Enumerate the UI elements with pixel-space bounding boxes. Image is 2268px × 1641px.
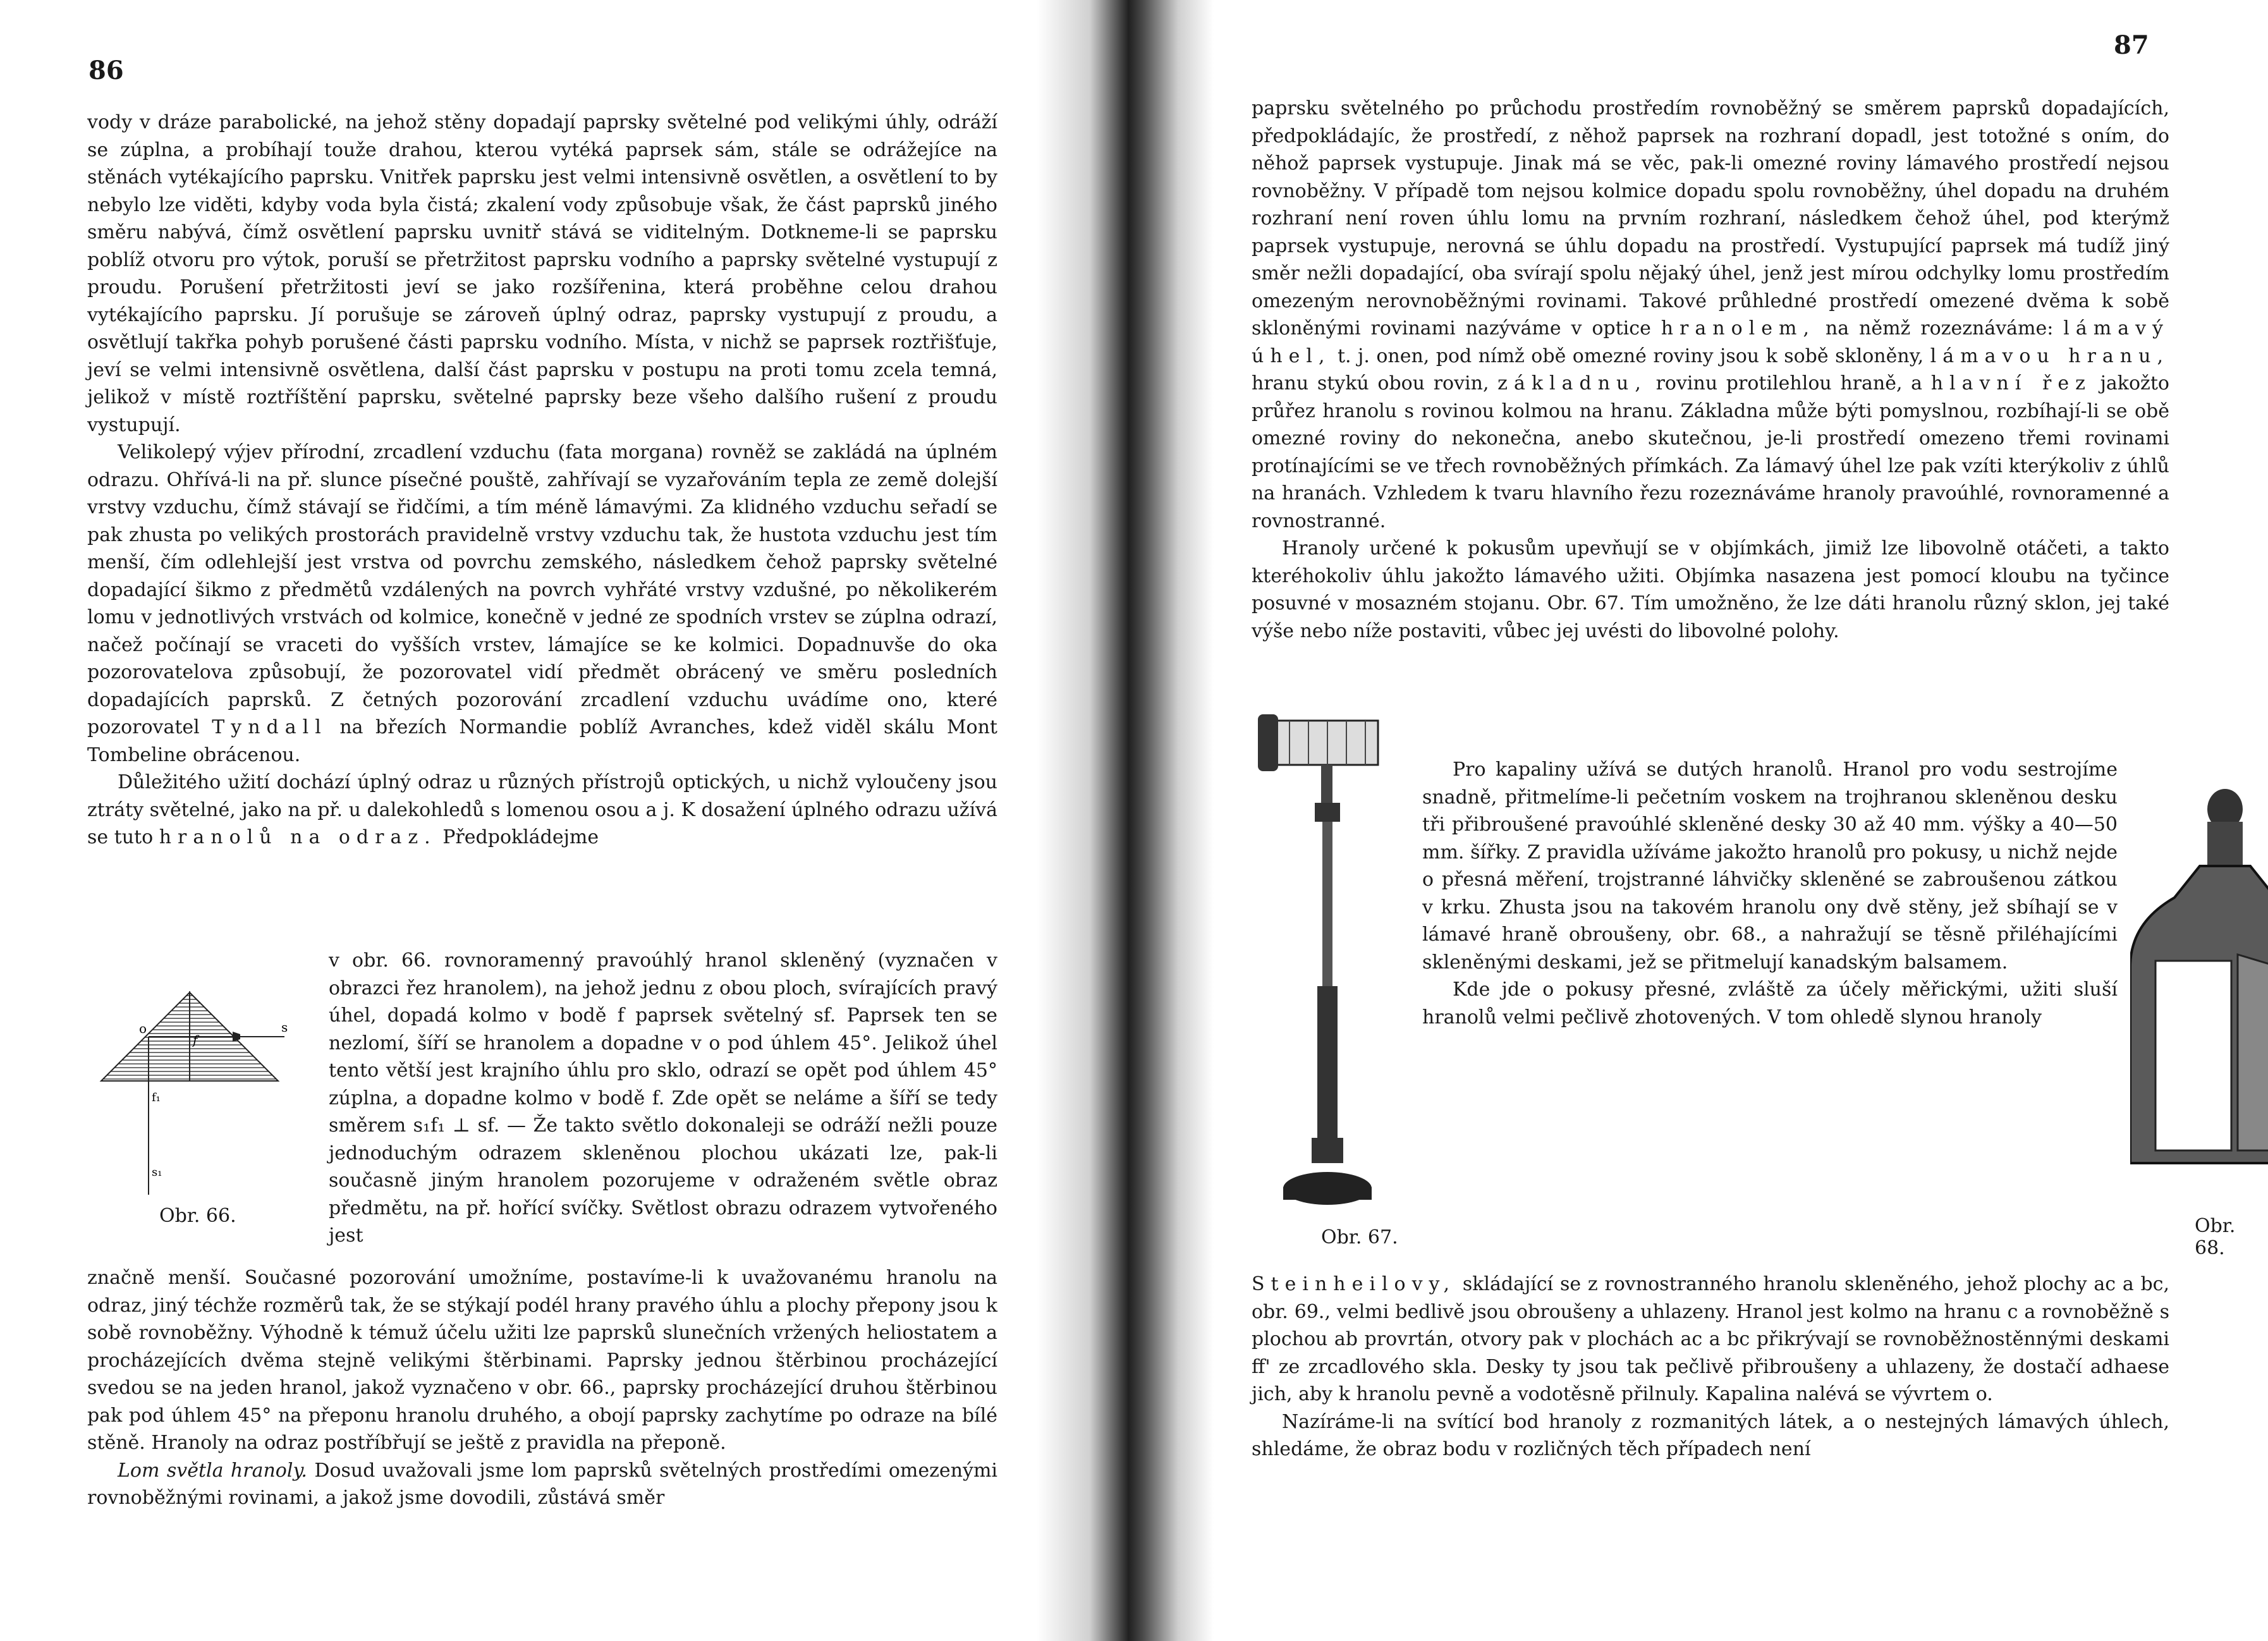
label-s1: s₁ <box>152 1166 162 1179</box>
text-run: na březích Normandie poblíž Avranches, kdež viděl skálu Mont Tombeline obrácenou. <box>87 716 997 766</box>
paragraph <box>1252 95 2169 535</box>
label-s: s <box>281 1020 288 1035</box>
caption-fig-66: Obr. 66. <box>159 1205 236 1227</box>
text-run: Dosud uvažovali jsme lom paprsků světelných prostředími omezenými rovnoběžnými rovinami, a jakož jsme dovodili, zůstává směr <box>87 1459 998 1509</box>
page-number: 86 <box>88 56 124 85</box>
caption-fig-68: Obr. 68. <box>2195 1215 2236 1259</box>
hinge-joint <box>1321 765 1332 803</box>
term-lamavou-hranu: lámavou hranu, <box>1930 345 2169 367</box>
left-text-top <box>87 109 997 851</box>
page-number: 87 <box>2114 30 2149 60</box>
text-run: t. j. onen, pod nímž obě omezné roviny jsou k sobě skloněny, <box>1337 345 1924 367</box>
sliding-rod <box>1322 822 1332 986</box>
term-hlavni-rez: hlavní řez <box>1930 372 2092 394</box>
left-text-bottom <box>87 1264 997 1512</box>
section-heading-lom-svetla: Lom světla hranoly. <box>118 1459 307 1482</box>
paragraph: Nazíráme-li na svítící bod hranoly z rozmanitých látek, a o nestejných lámavých úhlech, shledáme, že obraz bodu v rozličných těch případech není <box>1252 1410 2169 1460</box>
text-run: Důležitého užití dochází úplný odraz u různých přístrojů optických, u nichž vyloučeny jsou ztráty světelné, jako na př. u dalekohledů s lomenou osou a j. K dosažení úplného odrazu užívá se tuto <box>87 771 997 848</box>
right-text-beside-figures <box>1422 756 2118 1031</box>
name-steinheil: Steinheilovy, <box>1252 1273 1456 1295</box>
caption-fig-67: Obr. 67. <box>1321 1226 1398 1248</box>
figure-67-prism-stand <box>1239 695 1416 1226</box>
term-lamavy-uhel: lámavý úhel, <box>1252 317 2169 367</box>
text-run: jakožto průřez hranolu s rovinou kolmou na hranu. Základna může býti pomyslnou, rozbíhají-li se obě omezné roviny do nekonečna, anebo skutečnou, je-li prostředí omezeno třemi rovinami protínajícími se ve třech rovnoběžných přímkách. Za lámavý úhel lze pak vzíti kterýkoliv z úhlů na hranách. Vzhledem k tvaru hlavního řezu rozeznáváme hranoly pravoúhlé, rovnoramenné a rovnostranné. <box>1252 372 2169 532</box>
name-tyndall: Tyndall <box>212 716 327 738</box>
arrow-head <box>233 1032 240 1042</box>
figure-66-prism-diagram <box>88 986 303 1226</box>
label-o: o <box>139 1021 147 1036</box>
term-zakladnu: základnu, <box>1497 372 1647 394</box>
right-page <box>1188 0 2268 1641</box>
text-run: na němž rozeznáváme: <box>1825 317 2054 339</box>
label-f1: f₁ <box>152 1091 161 1104</box>
left-text-beside-figure <box>329 947 997 1250</box>
paragraph: značně menší. Současné pozorování umožníme, postavíme-li k uvažovanému hranolu na odraz, jiný téchže rozměrů tak, že se stýkají podél hrany pravého úhlu a plochy přepony jsou k sobě rovnoběžny. Výhodně k témuž účelu užiti lze paprsků slunečních vržených heliostatem a procházejících dvěma stejně velikými štěrbinami. Paprsky jednou štěrbinou procházející svedou se na jeden hranol, jakož vyznačeno v obr. 66., paprsky procházející druhou štěrbinou pak pod úhlem 45° na přeponu hranolu druhého, a obojí paprsky zachytíme po odraze na bílé stěně. Hranoly na odraz postříbřují se ještě z pravidla na přeponě. <box>87 1267 997 1454</box>
text-run: Předpokládejme <box>442 826 599 848</box>
paragraph <box>87 1457 997 1512</box>
stand-column <box>1317 986 1338 1150</box>
left-page <box>0 0 1075 1641</box>
clamp-knob <box>1258 714 1278 771</box>
paragraph <box>87 769 997 851</box>
text-run: Velikolepý výjev přírodní, zrcadlení vzduchu (fata morgana) rovněž se zakládá na úplném odrazu. Ohřívá-li na př. slunce písečné pouště, zahřívají se vyzařováním tepla ze země dolejší vrstvy vzduchu, čímž stávají se řidčími, a tím méně lámavými. Za klidného vzduchu seřadí se pak zhusta po velikých prostorách pravidelně vrstvy vzduchu tak, že hustota vzduchu jest tím menší, čím odlehlejší jest vrstva od povrchu zemského, následkem čehož paprsky světelné dopadající šikmo z předmětů vzdálených na povrch vyhřáté vrstvy vzdušné, po několikerém lomu v jednotlivých vrstvách od kolmice, konečně v jedné ze spodních vrstev se zúplna odrazí, načež počínají se vraceti do vyšších vrstev, lámajíce se ke kolmici. Dopadnuvše do oka pozorovatelova způsobují, že pozorovatel vidí předmět obrácený ve směru posledních dopadajících paprsků. Z četných pozorování zrcadlení vzduchu uvádíme ono, které pozorovatel <box>87 441 997 738</box>
text-run: skládající se z rovnostranného hranolu skleněného, jehož plochy ac a bc, obr. 69., velmi bedlivě jsou obroušeny a uhlazeny. Hranol jest kolmo na hranu c a rovnoběžně s plochou ab provrtán, otvory pak v plochách ac a bc přikrývají se rovnoběžnostěnnými deskami ff' ze zrcadlového skla. Desky ty jsou tak pečlivě přibroušeny a uhlazeny, že dostačí adhaese jich, aby k hranolu pevně a vodotěsně přilnuly. Kapalina nalévá se vývrtem o. <box>1252 1273 2169 1405</box>
right-text-top <box>1252 95 2169 645</box>
term-hranolem: hranolem, <box>1661 317 1815 339</box>
paragraph <box>87 439 997 769</box>
paragraph: v obr. 66. rovnoramenný pravoúhlý hranol skleněný (vyznačen v obrazci řez hranolem), na jehož jednu z obou ploch, svírajících pravý úhel, dopadá kolmo v bodě f paprsek světelný sf. Paprsek ten se nezlomí, šíří se hranolem a dopadne v o pod úhlem 45°. Jelikož úhel tento větší jest krajního úhlu pro sklo, odrazí se opět pod úhlem 45° zúplna, a dopadne kolmo v bodě f. Zde opět se neláme a šíří se tedy směrem s₁f₁ ⊥ sf. — Že takto světlo dokonaleji se odráží nežli pouze jednoduchým odrazem skleněnou plochou ukázati lze, pak-li současně jiným hranolem pozorujeme v odraženém světle obraz předmětu, na př. hořící svíčky. Světlost obrazu odrazem vytvořeného jest <box>329 949 997 1247</box>
paragraph: vody v dráze parabolické, na jehož stěny dopadají paprsky světelné pod velikými úhly, odráží se zúplna, a probíhají touže drahou, kterou vytéká paprsek sám, stále se odrážejíce na stěnách vytékajícího paprsku. Vnitřek paprsku jest velmi intensivně osvětlen, a osvětlení to by nebylo lze viděti, kdyby voda byla čistá; zkalení vody způsobuje však, že část paprsků jiného směru nabývá, čímž osvětlení paprsku uvnitř stává se viditelným. Dotkneme-li se paprsku poblíž otvoru pro výtok, poruší se přetržitost paprsku vodního a paprsky světelné vystupují z proudu. Porušení přetržitosti jeví se jako rozšířenina, která proběhne celou drahou vytékajícího paprsku. Jí porušuje se zároveň úplný odraz, paprsky vystupují z proudu, a osvětlují takřka pohyb porušené části paprsku vodního. Místa, v nichž se paprsek roztřišťuje, jeví se velmi intensivně osvětlena, další část paprsku v postupu na proti tomu zcela temná, jelikož v místě roztříštění paprsku, světelné paprsky beze všeho dalšího rušení z proudu vystupují. <box>87 111 997 436</box>
label-f: f <box>193 1032 198 1047</box>
paragraph: Kde jde o pokusy přesné, zvláště za účely měřickými, užiti sluší hranolů velmi pečlivě zhotovených. V tom ohledě slynou hranoly <box>1422 979 2118 1028</box>
paragraph: Hranoly určené k pokusům upevňují se v objímkách, jimiž lze libovolně otáčeti, a takto kteréhokoliv úhlu jakožto lámavého užiti. Objímka nasazena jest pomocí kloubu na tyčince posuvné v mosazném stojanu. Obr. 67. Tím umožněno, že lze dáti hranolu různý sklon, jej také výše nebo níže postaviti, vůbec jej uvésti do libovolné polohy. <box>1252 537 2169 642</box>
paragraph: Pro kapaliny užívá se dutých hranolů. Hranol pro vodu sestrojíme snadně, přitmelíme-li pečetním voskem na trojhranou skleněnou desku tři přibroušené pravoúhlé skleněné desky 30 až 40 mm. výšky a 40—50 mm. šířky. Z pravidla užíváme jakožto hranolů pro pokusy, u nichž nejde o přesná měření, trojstranné láhvičky skleněné se zabroušenou zátkou v krku. Zhusta jsou na takovém hranolu ony dvě stěny, jež sbíhají se v lámavé hraně obroušeny, obr. 68., a nahražují se těsně přiléhajícími skleněnými deskami, jež se přitmelují kanadským balsamem. <box>1422 759 2118 973</box>
paragraph <box>1252 1271 2169 1408</box>
right-text-bottom <box>1252 1271 2169 1463</box>
figure-68-hollow-prism-bottle <box>2130 784 2268 1188</box>
text-run: hranu stykú obou rovin, <box>1252 372 1489 394</box>
text-run: paprsku světelného po průchodu prostředím rovnoběžný se směrem paprsků dopadajících, předpokládajíc, že prostředí, z něhož paprsek na rozhraní dopadl, jest totožné s oním, do něhož paprsek vystupuje. Jinak má se věc, pak-li omezné roviny lámavého prostředí nejsou rovnoběžny. V případě tom nejsou kolmice dopadu spolu rovnoběžny, úhel dopadu na druhém rozhraní není roven úhlu lomu na prvním rozhraní, následkem čehož úhel, pod kterýmž paprsek vystupuje, nerovná se úhlu dopadu na prostředí. Vystupující paprsek má tudíž jiný směr nežli dopadající, oba svírají spolu nějaký úhel, jenž jest mírou odchylky lomu prostředím omezeným nerovnoběžnými rovinami. Takové průhledné prostředí omezené dvěma k sobě skloněnými rovinami nazýváme v optice <box>1252 97 2169 339</box>
text-run: rovinu protilehlou hraně, a <box>1655 372 1923 394</box>
bottle-window <box>2155 961 2231 1150</box>
term-hranolu-na-odraz: hranolů na odraz. <box>159 826 437 848</box>
